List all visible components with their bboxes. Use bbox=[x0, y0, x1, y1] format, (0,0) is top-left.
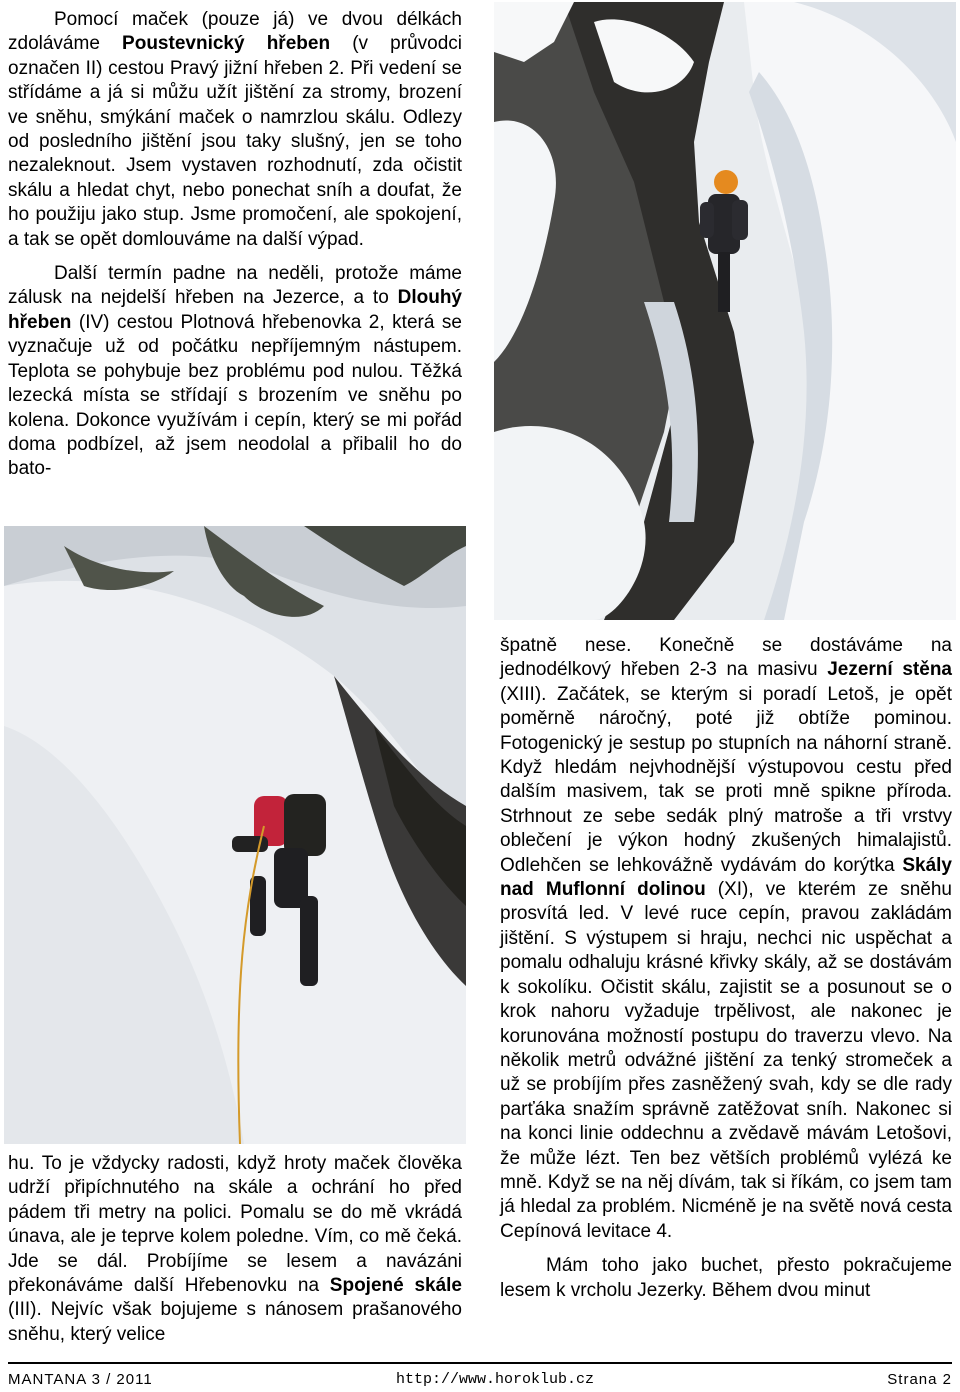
text-span: hu. To je vždycky radosti, když hroty maček člověka udrží připíchnutého na skále a ochrání ho před pádem tři metry na polici. Pomalu se do mě vkrádá únava, ale je teprve kolem poledne. Vím, co mě čeká. Jde se dál. Probíjíme se lesem a navázáni překonáváme další Hřebenovku na bbox=[8, 1153, 462, 1297]
text-span: (XIII). Začátek, se kterým si poradí Letoš, je opět poměrně náročný, poté již obtíže pominou. Fotogenický je sestup po stupních na náhorní straně. Když hledám nejvhodnější výstupovou cestu před dalším masivem, tak se proti mně spikne příroda. Strhnout ze sebe sedák plný matroše a tři vrstvy oblečení je výkon hodný zkušených himalajistů. Odlehčen se lehkovážně vydávám do korýtka bbox=[500, 683, 952, 876]
route-name: Poustevnický hřeben bbox=[122, 33, 331, 55]
paragraph bbox=[500, 634, 952, 1244]
photo-climber-chimney bbox=[494, 2, 956, 620]
paragraph bbox=[8, 1152, 462, 1347]
photo-image bbox=[4, 526, 466, 1144]
route-name: Dlouhý hřeben bbox=[8, 287, 462, 333]
page-footer bbox=[8, 1362, 952, 1390]
paragraph bbox=[8, 8, 462, 252]
route-name: Skály nad Muflonní dolinou bbox=[500, 854, 952, 901]
text-span: Další termín padne na neděli, protože máme zálusk na nejdelší hřeben na Jezerce, a to bbox=[8, 263, 462, 309]
paragraph bbox=[8, 262, 462, 482]
footer-url[interactable]: http://www.horoklub.cz bbox=[396, 1371, 595, 1388]
page-number: Strana 2 bbox=[887, 1371, 952, 1388]
text-column-bottom-left bbox=[8, 1152, 462, 1357]
magazine-issue: MANTANA 3 / 2011 bbox=[8, 1371, 153, 1388]
text-span: (v průvodci označen II) cestou Pravý jižní hřeben 2. Při vedení se střídáme a já si můžu užít jištění za stromy, brození ve sněhu, smýkání maček o namrzlou skálu. Odlezy od posledního jištění jsou taky slušný, jen se toho nezaleknout. Jsem vystaven rozhodnutí, zda očistit skálu a hledat chyt, nebo ponechat sníh a doufat, že ho použiju jako stup. Jsme promočení, ale spokojení, a tak se opět domlouváme na další výpad. bbox=[8, 33, 462, 250]
route-name: Jezerní stěna bbox=[827, 659, 952, 681]
text-column-right bbox=[500, 634, 952, 1313]
text-span: (III). Nejvíc však bojujeme s nánosem prašanového sněhu, který velice bbox=[8, 1299, 462, 1345]
paragraph: Mám toho jako buchet, přesto pokračujeme lesem k vrcholu Jezerky. Během dvou minut bbox=[500, 1255, 952, 1301]
photo-image bbox=[494, 2, 956, 620]
photo-climber-slab bbox=[4, 526, 466, 1144]
text-span: (XI), ve kterém ze sněhu prosvítá led. V levé ruce cepín, pravou zakládám jištění. S výstupem si hraju, nechci nic uspěchat a pomalu odhaluju krásné křivky skály, až se dostávám k sokolíku. Očistit skálu, zajistit se a posunout se o krok nahoru vyžaduje trpělivost, ale nakonec je korunována možností postupu do traverzu vlevo. Na několik metrů odvážné jištění za tenký stromeček a už se probíjím přes zasněžený svah, kdy se dle rady parťáka snažím správně zatěžovat sníh. Nakonec si na konci linie oddechnu a zvědavě mávám Letošovi, že může lézt. Ten bez větších problémů vylézá ke mně. Když se na něj dívám, tak si říkám, co jsem tam já hledal za problém. Nicméně je na světě nová cesta Cepínová levitace 4. bbox=[500, 879, 952, 1242]
route-name: Spojené skále bbox=[329, 1275, 462, 1297]
text-span: Pomocí maček (pouze já) ve dvou délkách zdoláváme bbox=[8, 9, 462, 55]
text-column-top-left bbox=[8, 8, 462, 492]
text-span: (IV) cestou Plotnová hřebenovka 2, která se vyznačuje už od počátku nepříjemným nástupem. Teplota se pohybuje bez problému pod nulou. Těžká lezecká místa se střídají s brozením ve sněhu po kolena. Dokonce využívám i cepín, který se mi pořád doma podbízel, až jsem neodolal a přibalil ho do bato- bbox=[8, 311, 462, 480]
text-span: špatně nese. Konečně se dostáváme na jednodélkový hřeben 2-3 na masivu bbox=[500, 635, 952, 681]
